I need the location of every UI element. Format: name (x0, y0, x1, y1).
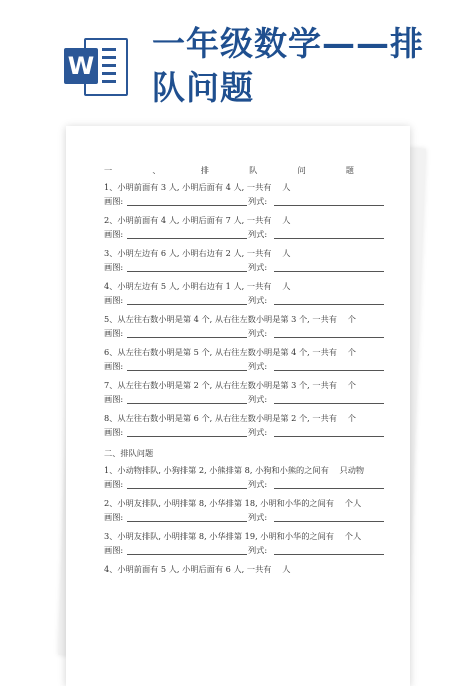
heading-char: 题 (345, 165, 354, 175)
formula-answer-line[interactable] (274, 436, 384, 437)
answer-row (104, 425, 394, 445)
draw-answer-line[interactable] (127, 436, 247, 437)
draw-label: 画图: (104, 394, 124, 404)
question: 7、从左往右数小明是第 2 个, 从右往左数小明是第 3 个, 一共有 个 (104, 380, 356, 390)
draw-answer-line[interactable] (127, 521, 247, 522)
formula-label: 列式: (248, 295, 268, 305)
formula-label: 列式: (248, 512, 268, 522)
document-page (66, 126, 410, 686)
question: 1、小动物排队, 小狗排第 2, 小熊排第 8, 小狗和小熊的之间有 只动物 (104, 465, 365, 475)
heading-char: 队 (249, 165, 258, 175)
section1-heading (104, 162, 354, 178)
draw-answer-line[interactable] (127, 205, 247, 206)
question: 1、小明前面有 3 人, 小明后面有 4 人, 一共有 人 (104, 182, 291, 192)
question: 2、小明前面有 4 人, 小明后面有 7 人, 一共有 人 (104, 215, 291, 225)
heading-char: 、 (152, 165, 161, 175)
draw-answer-line[interactable] (127, 271, 247, 272)
draw-label: 画图: (104, 229, 124, 239)
formula-answer-line[interactable] (274, 370, 384, 371)
question: 3、小明友排队, 小明排第 8, 小华排第 19, 小明和小华的之间有 个人 (104, 531, 362, 541)
question: 3、小明左边有 6 人, 小明右边有 2 人, 一共有 人 (104, 248, 291, 258)
draw-answer-line[interactable] (127, 238, 247, 239)
formula-answer-line[interactable] (274, 521, 384, 522)
formula-label: 列式: (248, 427, 268, 437)
section2-heading: 二、排队问题 (104, 448, 154, 458)
formula-answer-line[interactable] (274, 238, 384, 239)
icon-line (102, 72, 116, 75)
draw-label: 画图: (104, 295, 124, 305)
draw-answer-line[interactable] (127, 403, 247, 404)
answer-row (104, 194, 394, 214)
answer-row (104, 293, 394, 313)
draw-label: 画图: (104, 512, 124, 522)
answer-row (104, 260, 394, 280)
draw-label: 画图: (104, 262, 124, 272)
answer-row (104, 326, 394, 346)
question: 8、从左往右数小明是第 6 个, 从右往左数小明是第 2 个, 一共有 个 (104, 413, 356, 423)
question: 4、小明左边有 5 人, 小明右边有 1 人, 一共有 人 (104, 281, 291, 291)
question: 5、从左往右数小明是第 4 个, 从右往左数小明是第 3 个, 一共有 个 (104, 314, 356, 324)
icon-line (102, 48, 116, 51)
formula-label: 列式: (248, 262, 268, 272)
question: 6、从左往右数小明是第 5 个, 从右往左数小明是第 4 个, 一共有 个 (104, 347, 356, 357)
formula-label: 列式: (248, 545, 268, 555)
formula-answer-line[interactable] (274, 205, 384, 206)
header (0, 0, 474, 120)
answer-row (104, 359, 394, 379)
answer-row (104, 227, 394, 247)
formula-answer-line[interactable] (274, 304, 384, 305)
answer-row (104, 477, 394, 497)
page-title: 一年级数学——排队问题 (152, 24, 424, 107)
draw-answer-line[interactable] (127, 488, 247, 489)
draw-label: 画图: (104, 361, 124, 371)
answer-row (104, 510, 394, 530)
formula-answer-line[interactable] (274, 554, 384, 555)
draw-label: 画图: (104, 427, 124, 437)
draw-answer-line[interactable] (127, 554, 247, 555)
formula-label: 列式: (248, 196, 268, 206)
icon-line (102, 56, 116, 59)
answer-row (104, 392, 394, 412)
formula-label: 列式: (248, 394, 268, 404)
formula-label: 列式: (248, 479, 268, 489)
question: 2、小明友排队, 小明排第 8, 小华排第 18, 小明和小华的之间有 个人 (104, 498, 362, 508)
draw-answer-line[interactable] (127, 370, 247, 371)
draw-label: 画图: (104, 196, 124, 206)
formula-answer-line[interactable] (274, 337, 384, 338)
word-icon-letter: W (64, 48, 98, 84)
heading-char: 一 (104, 165, 113, 175)
draw-label: 画图: (104, 479, 124, 489)
answer-row (104, 543, 394, 563)
word-document-icon (62, 36, 128, 98)
draw-label: 画图: (104, 545, 124, 555)
icon-line (102, 64, 116, 67)
draw-answer-line[interactable] (127, 337, 247, 338)
formula-label: 列式: (248, 328, 268, 338)
formula-label: 列式: (248, 361, 268, 371)
question: 4、小明前面有 5 人, 小明后面有 6 人, 一共有 人 (104, 564, 291, 574)
formula-label: 列式: (248, 229, 268, 239)
draw-answer-line[interactable] (127, 304, 247, 305)
formula-answer-line[interactable] (274, 271, 384, 272)
formula-answer-line[interactable] (274, 488, 384, 489)
formula-answer-line[interactable] (274, 403, 384, 404)
icon-line (102, 80, 116, 83)
heading-char: 排 (200, 165, 209, 175)
worksheet (104, 162, 394, 576)
heading-char: 问 (297, 165, 306, 175)
draw-label: 画图: (104, 328, 124, 338)
